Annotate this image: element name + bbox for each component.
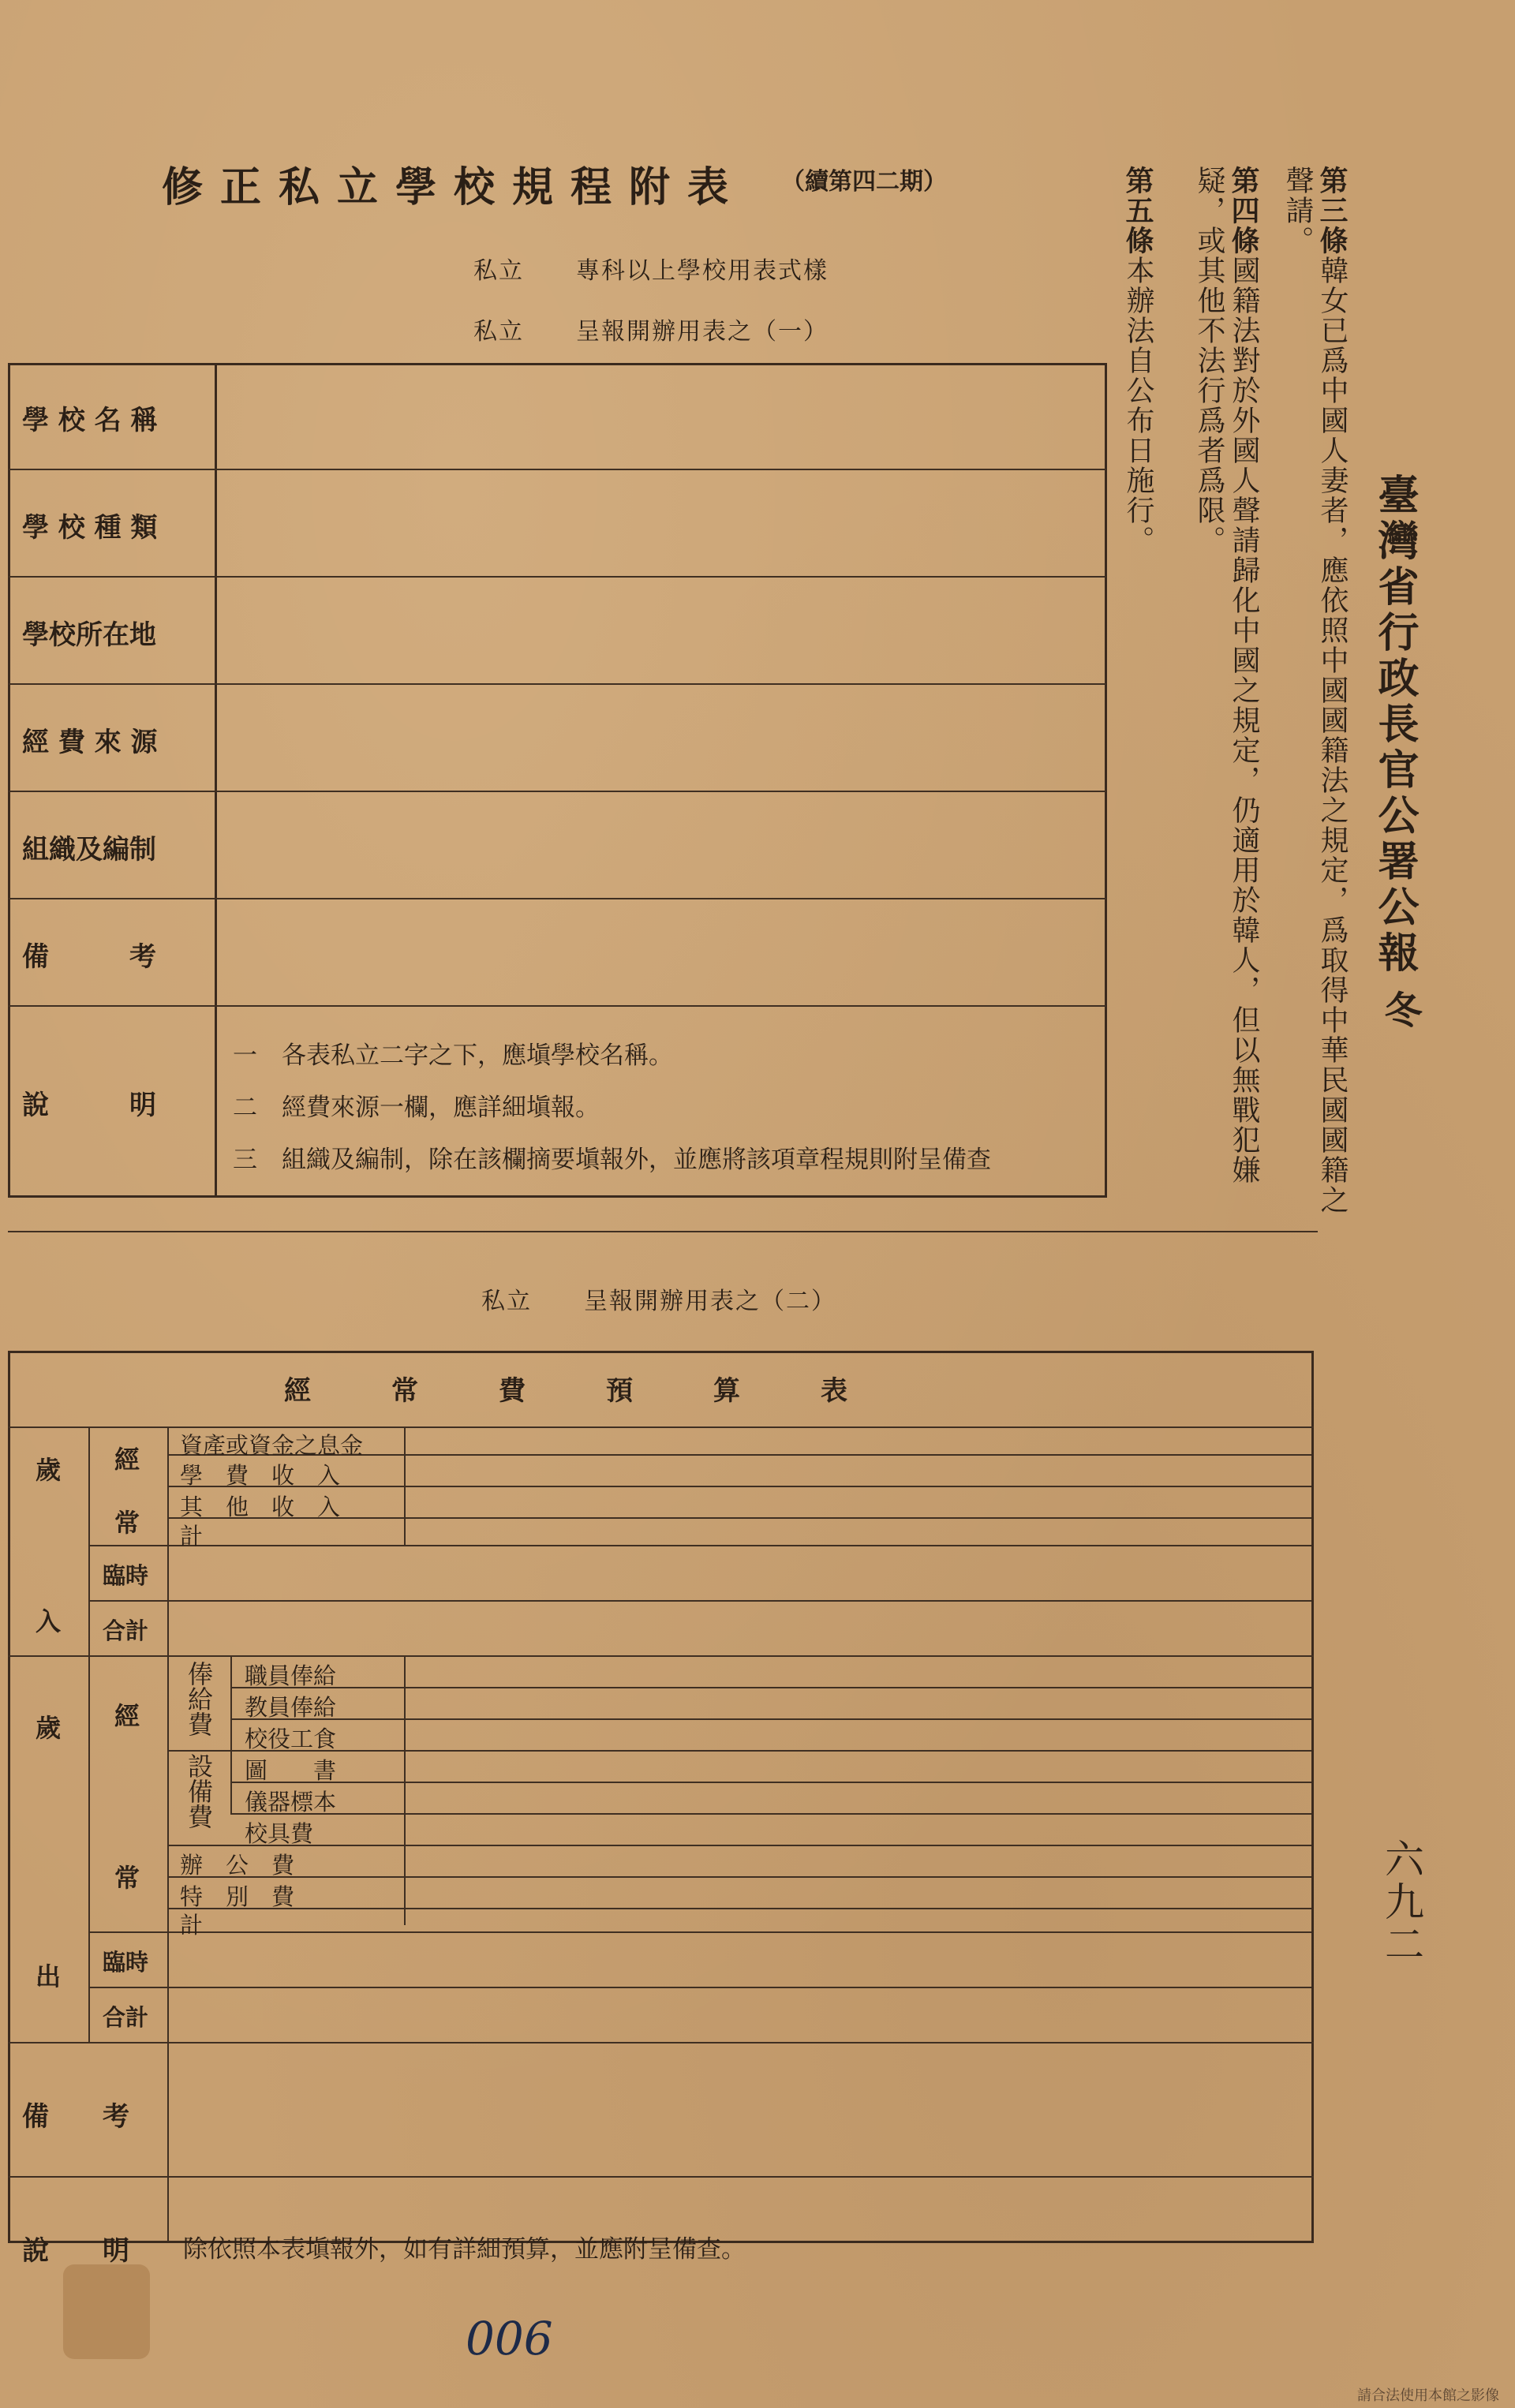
expense-total: 合計 — [103, 2004, 149, 2031]
archive-stamp-mark — [63, 2264, 150, 2359]
caption1-prefix: 私立 — [473, 257, 524, 285]
equipment-item-furniture: 校具費 — [245, 1820, 314, 1847]
row-label-remarks: 備 考 — [22, 941, 156, 973]
article-4-head: 第四條 — [1227, 166, 1260, 256]
income-label-bottom: 入 — [36, 1606, 62, 1636]
caption1: 專科以上學校用表式樣 — [576, 257, 829, 285]
article-4-text: 國籍法對於外國人聲請歸化中國之規定，仍適用於韓人，但以無戰犯嫌疑，或其他不法行爲者爲限。 — [1193, 166, 1260, 1185]
row-label-notes: 說 明 — [22, 1090, 156, 1121]
budget-notes-label: 說 明 — [22, 2235, 129, 2267]
expense-item-office: 辦 公 費 — [180, 1852, 295, 1879]
article-5-text: 本辦法自公布日施行。 — [1122, 256, 1154, 555]
journal-title: 臺灣省行政長官公署公報 — [1371, 473, 1419, 977]
income-item-interest: 資產或資金之息金 — [180, 1432, 364, 1459]
row-label-school-type: 學 校 種 類 — [22, 512, 158, 544]
equipment-item-books: 圖 書 — [245, 1757, 337, 1784]
budget-note: 除依照本表塡報外，如有詳細預算，並應附呈備查。 — [183, 2235, 746, 2264]
income-regular-top: 經 — [114, 1445, 140, 1475]
row-label-funding-source: 經 費 來 源 — [22, 727, 158, 758]
income-total: 合計 — [103, 1617, 149, 1644]
caption2-prefix: 私立 — [473, 318, 524, 346]
income-item-other: 其 他 收 入 — [180, 1494, 341, 1520]
budget-table-title: 經 常 費 預 算 表 — [284, 1375, 847, 1407]
row-label-school-name: 學 校 名 稱 — [22, 405, 158, 436]
expense-item-special: 特 別 費 — [180, 1883, 295, 1910]
row-label-location: 學校所在地 — [22, 619, 156, 651]
footer-watermark: 請合法使用本館之影像 — [1357, 2387, 1499, 2404]
form2-caption: 呈報開辦用表之（二） — [584, 1288, 836, 1315]
section-divider — [8, 1231, 1318, 1232]
form-title: 修正私立學校規程附表 — [162, 163, 746, 211]
income-regular-bottom: 常 — [114, 1508, 140, 1538]
note-3: 三 組織及編制，除在該欄摘要塡報外，並應將該項章程規則附呈備查 — [233, 1146, 991, 1174]
expense-temporary: 臨時 — [103, 1949, 149, 1976]
expense-item-subtotal: 計 — [180, 1912, 204, 1939]
row-label-organization: 組織及編制 — [22, 834, 156, 866]
article-5 — [1120, 166, 1155, 639]
equipment-group-label: 設備費 — [184, 1753, 214, 1829]
page-number: 六九二 — [1378, 1838, 1424, 1966]
income-label-top: 歲 — [36, 1455, 62, 1485]
form2-caption-prefix: 私立 — [481, 1288, 532, 1315]
handwritten-number: 006 — [466, 2312, 553, 2365]
caption2: 呈報開辦用表之（一） — [576, 318, 829, 346]
note-1: 一 各表私立二字之下，應塡學校名稱。 — [233, 1041, 673, 1070]
article-3-head: 第三條 — [1315, 166, 1349, 256]
income-item-tuition: 學 費 收 入 — [180, 1462, 341, 1489]
expense-label-bottom: 出 — [36, 1961, 62, 1991]
journal-season: 冬 — [1378, 990, 1422, 1033]
salary-group-label: 俸給費 — [184, 1661, 214, 1737]
continuation-note: （續第四二期） — [781, 168, 947, 196]
expense-regular-bottom: 常 — [114, 1863, 140, 1893]
expense-regular-top: 經 — [114, 1701, 140, 1731]
article-3 — [1280, 166, 1349, 1239]
salary-item-worker: 校役工食 — [245, 1726, 337, 1752]
income-temporary: 臨時 — [103, 1562, 149, 1589]
note-2: 二 經費來源一欄，應詳細塡報。 — [233, 1094, 600, 1122]
equipment-item-instruments: 儀器標本 — [245, 1789, 337, 1815]
article-3-text: 韓女已爲中國人妻者，應依照中國國籍法之規定，爲取得中華民國國籍之聲請。 — [1281, 166, 1349, 1215]
salary-item-teacher: 教員俸給 — [245, 1694, 337, 1721]
article-4 — [1191, 166, 1261, 1223]
article-5-head: 第五條 — [1121, 166, 1154, 256]
income-item-subtotal: 計 — [180, 1523, 204, 1550]
budget-remarks-label: 備 考 — [22, 2101, 129, 2133]
expense-label-top: 歲 — [36, 1713, 62, 1743]
salary-item-staff: 職員俸給 — [245, 1662, 337, 1689]
